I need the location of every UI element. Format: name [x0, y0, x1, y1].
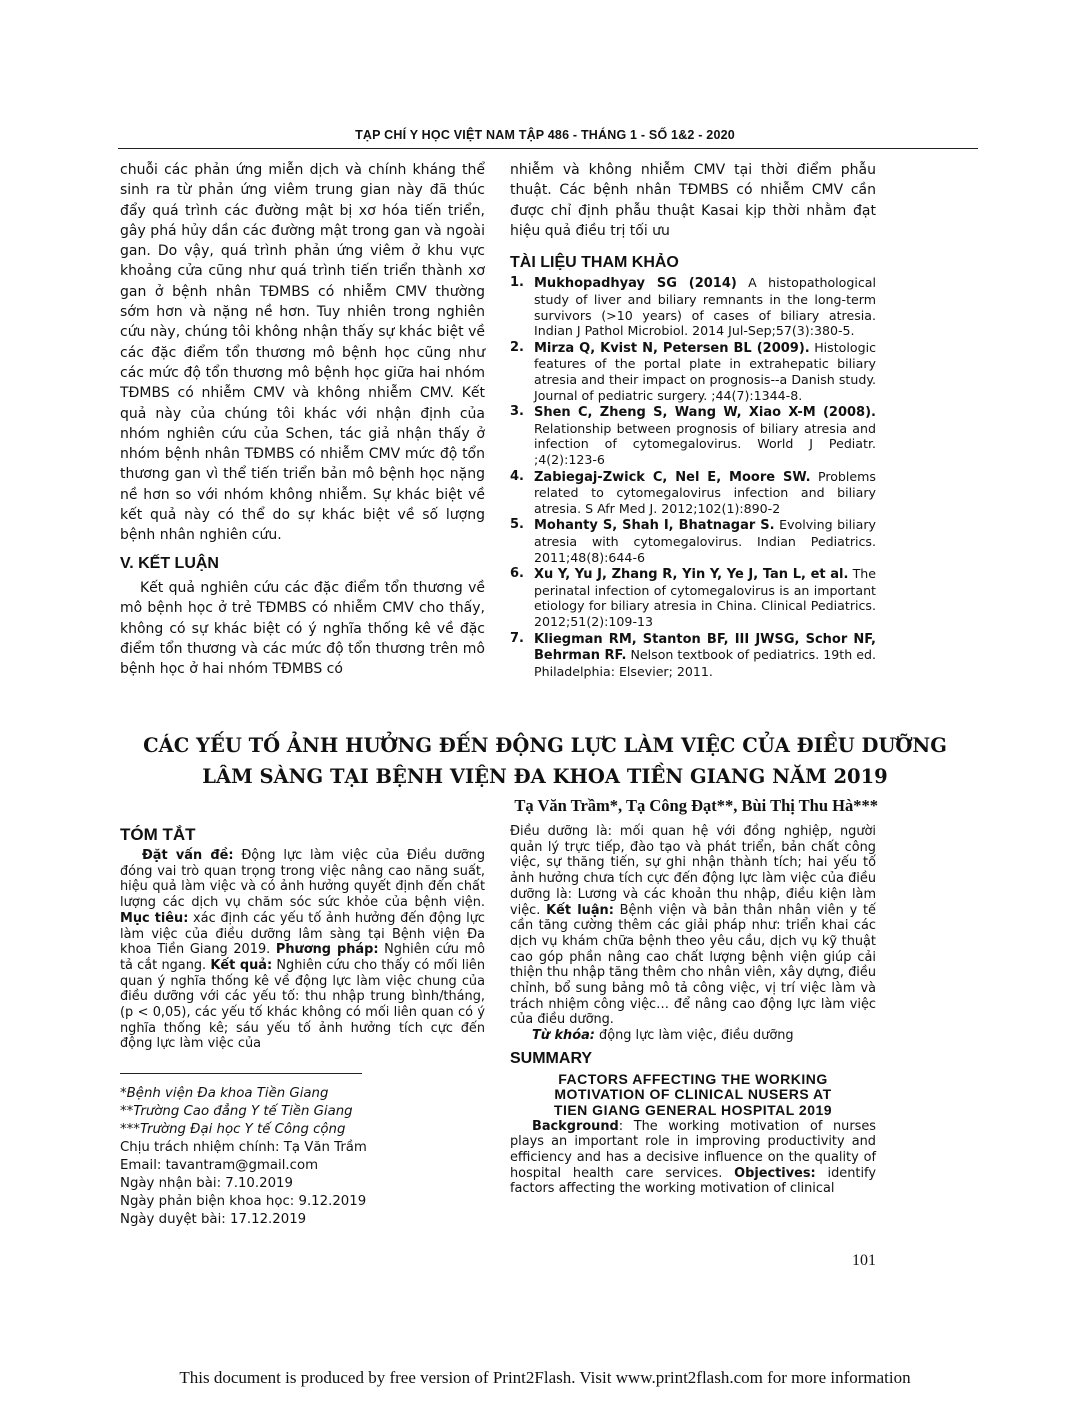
references-heading: TÀI LIỆU THAM KHẢO	[510, 254, 679, 272]
abstract-right-column	[510, 824, 876, 1197]
summary-text-objectives: identify factors affecting the working motivation of clinical	[510, 1165, 876, 1197]
article-title	[60, 730, 1030, 792]
received-date: Ngày nhận bài: 7.10.2019	[120, 1176, 293, 1191]
reference-item	[510, 631, 876, 680]
journal-header: TẠP CHÍ Y HỌC VIỆT NAM TẬP 486 - THÁNG 1 - SỐ 1&2 - 2020	[355, 128, 735, 142]
reference-item	[510, 566, 876, 629]
abstract-text-methods: Nghiên cứu mô tả cắt ngang.	[120, 942, 485, 973]
summary-paragraph	[510, 1119, 876, 1198]
abstract-label-background: Đặt vấn đề:	[142, 848, 234, 863]
article-title-line1: CÁC YẾU TỐ ẢNH HƯỞNG ĐẾN ĐỘNG LỰC LÀM VIỆC CỦA ĐIỀU DƯỠNG	[143, 734, 947, 757]
abstract-label-objectives: Mục tiêu:	[120, 910, 189, 926]
right-column	[510, 160, 876, 680]
keywords-line	[510, 1028, 876, 1044]
abstract-label-conclusion: Kết luận:	[546, 902, 614, 918]
reference-text: Histologic features of the portal plate in extrahepatic biliary atresia and their impact on prognosis--a Danish study. Journal of pediatric surgery. ;44(7):1344-8.	[534, 339, 876, 403]
reference-authors: Mirza Q, Kvist N, Petersen BL (2009).	[534, 340, 810, 356]
english-title-line3: TIEN GIANG GENERAL HOSPITAL 2019	[553, 1102, 833, 1119]
keywords-text: động lực làm việc, điều dưỡng	[594, 1028, 794, 1044]
email: Email: tavantram@gmail.com	[120, 1158, 319, 1173]
affiliation-1: *Bệnh viện Đa khoa Tiền Giang	[120, 1086, 329, 1101]
abstract-text-conclusion: Bệnh viện và bản thân nhân viên y tế cần tăng cường thêm các giải pháp như: triển khai các dịch vụ khám chữa bệnh theo yêu cầu, dịch vụ kỹ thuật cao góp phần nâng cao chất lượng bệnh viện giúp cải thiện thu nhập tăng thêm cho nhân viên, xây dựng, điều chỉnh, bổ sung bảng mô tả công việc, vị trí việc làm và trách nhiệm công việc… để nâng cao động lực làm việc của điều dưỡng.	[510, 902, 876, 1028]
conclusion-paragraph: Kết quả nghiên cứu các đặc điểm tổn thương về mô bệnh học ở trẻ TĐMBS có nhiễm CMV cho thấy, không có sự khác biệt có ý nghĩa thống kê về đặc điểm tổn thương và các mức độ tổn thương trên mô bệnh học ở hai nhóm TĐMBS có	[120, 579, 485, 678]
english-title	[510, 1072, 876, 1119]
header-rule	[118, 148, 978, 149]
affiliation-3: ***Trường Đại học Y tế Công cộng	[120, 1122, 346, 1137]
reference-authors: Zabiegaj-Zwick C, Nel E, Moore SW.	[534, 469, 811, 485]
summary-heading: SUMMARY	[510, 1049, 593, 1067]
right-paragraph: nhiễm và không nhiễm CMV tại thời điểm phẫu thuật. Các bệnh nhân TĐMBS có nhiễm CMV cần được chỉ định phẫu thuật Kasai kịp thời nhằm đạt hiệu quả điều trị tối ưu	[510, 162, 876, 239]
corresponding-author: Chịu trách nhiệm chính: Tạ Văn Trầm	[120, 1140, 367, 1155]
summary-label-background: Background	[532, 1118, 619, 1134]
keywords-label: Từ khóa:	[532, 1028, 595, 1044]
abstract-label-methods: Phương pháp:	[275, 942, 379, 958]
reference-authors: Shen C, Zheng S, Wang W, Xiao X-M (2008).	[534, 405, 876, 421]
reference-text: Relationship between prognosis of biliary atresia and infection of cytomegalovirus. World J Pediatr. ;4(2):123-6	[534, 420, 876, 468]
reference-authors: Mohanty S, Shah I, Bhatnagar S.	[534, 518, 775, 534]
accepted-date: Ngày duyệt bài: 17.12.2019	[120, 1212, 307, 1227]
english-title-line2: MOTIVATION OF CLINICAL NUSERS AT	[554, 1086, 832, 1103]
reference-item	[510, 469, 876, 517]
abstract-text-results: Nghiên cứu cho thấy có mối liên quan ý nghĩa thống kê về động lực làm việc chung của điều dưỡng với các yếu tố: thu nhập trung bình/tháng, (p < 0,05), các yếu tố khác không có mối liên quan có ý nghĩa thống kê; sáu yếu tố ảnh hưởng tích cực đến động lực làm việc của	[120, 957, 485, 1052]
reference-number: 5.	[510, 517, 524, 533]
reference-item	[510, 340, 876, 403]
article-authors: Tạ Văn Trầm*, Tạ Công Đạt**, Bùi Thị Thu Hà***	[514, 796, 878, 815]
summary-text-background: : The working motivation of nurses plays an important role in improving productivity and efficiency and has a decisive influence on the quality of hospital health care services.	[510, 1118, 876, 1181]
reference-text: A histopathological study of liver and biliary remnants in the long-term survivors (>10 years) of cases of biliary atresia. Indian J Pathol Microbiol. 2014 Jul-Sep;57(3):380-5.	[534, 275, 876, 339]
abstract-column	[120, 825, 485, 1052]
reference-number: 4.	[510, 468, 524, 484]
abstract-text-background: Động lực làm việc của Điều dưỡng đóng vai trò quan trọng trong việc nâng cao năng suất, hiệu quả làm việc và có ảnh hưởng quyết định đến chất lượng các dịch vụ chăm sóc sức khỏe của bệnh viện.	[120, 848, 486, 911]
reference-text: Problems related to cytomegalovirus infection and biliary atresia. S Afr Med J. 2012;102(1):890-2	[534, 468, 876, 516]
article-title-line2: LÂM SÀNG TẠI BỆNH VIỆN ĐA KHOA TIỀN GIANG NĂM 2019	[202, 765, 888, 788]
page-number: 101	[852, 1252, 876, 1269]
summary-label-objectives: Objectives:	[734, 1165, 816, 1181]
reference-item	[510, 275, 876, 338]
abstract-text-objectives: xác định các yếu tố ảnh hưởng đến động lực làm việc của điều dưỡng lâm sàng tại Bệnh viện Đa khoa Tiền Giang 2019.	[120, 910, 485, 958]
abstract-paragraph	[120, 848, 485, 1052]
left-column	[120, 160, 485, 679]
left-paragraph: chuỗi các phản ứng miễn dịch và chính kháng thể sinh ra từ phản ứng viêm trung gian này đã thúc đẩy quá trình các đường mật bị xơ hóa tiến triển, gây phá hủy dần các đường mật trong gan và ngoài gan. Do vậy, quá trình phản ứng viêm ở khu vực khoảng cửa cũng như quá trình tiến triển thành xơ gan ở bệnh nhân TĐMBS có nhiễm CMV thường sớm hơn và nặng nề hơn. Tuy nhiên trong nghiên cứu này, chúng tôi không nhận thấy sự khác biệt về các đặc điểm tổn thương mô bệnh học cũng như các mức độ tổn thương mô bệnh học giữa hai nhóm TĐMBS có nhiễm CMV và không nhiễm CMV. Kết quả này của chúng tôi khác với nhận định của nhóm nghiên cứu của Schen, tác giả nhận thấy ở nhóm bệnh nhân TĐMBS có nhiễm CMV mức độ tổn thương gan vì thể tiến triển bản mô bệnh học nặng nề hơn so với nhóm không nhiễm. Sự khác biệt về kết quả này có thể do sự khác biệt về số lượng bệnh nhân nghiên cứu.	[120, 162, 485, 544]
reference-number: 1.	[510, 275, 524, 291]
reference-number: 7.	[510, 630, 524, 646]
footnotes	[120, 1085, 485, 1229]
conclusion-heading: V. KẾT LUẬN	[120, 554, 219, 572]
reference-item	[510, 404, 876, 467]
reference-text: Nelson textbook of pediatrics. 19th ed. Philadelphia: Elsevier; 2011.	[534, 647, 876, 679]
abstract-heading: TÓM TẮT	[120, 825, 196, 844]
reference-number: 2.	[510, 339, 524, 355]
abstract-continued	[510, 824, 876, 1028]
reference-authors: Mukhopadhyay SG (2014)	[534, 276, 737, 292]
english-title-line1: FACTORS AFFECTING THE WORKING	[558, 1070, 828, 1087]
print2flash-notice: This document is produced by free version of Print2Flash. Visit www.print2flash.com for more information	[179, 1368, 911, 1387]
reference-authors: Kliegman RM, Stanton BF, III JWSG, Schor NF, Behrman RF.	[534, 631, 876, 664]
footnote-rule	[120, 1073, 362, 1074]
reference-number: 3.	[510, 404, 524, 420]
reference-authors: Xu Y, Yu J, Zhang R, Yin Y, Ye J, Tan L, et al.	[534, 567, 849, 583]
abstract-cont-text: Điều dưỡng là: mối quan hệ với đồng nghiệp, người quản lý trực tiếp, đào tạo và phát triển, bản chất công việc, sự thăng tiến, sự ghi nhận thành tích; hai yếu tố ảnh hưởng chưa tích cực đến động lực làm việc của điều dưỡng là: Lương và các khoản thu nhập, điều kiện làm việc.	[510, 824, 876, 918]
abstract-label-results: Kết quả:	[210, 957, 273, 973]
reference-number: 6.	[510, 566, 524, 582]
reference-text: Evolving biliary atresia with cytomegalovirus. Indian Pediatrics. 2011;48(8):644-6	[534, 517, 876, 565]
reference-text: The perinatal infection of cytomegalovirus is an important etiology for biliary atresia in China. Clinical Pediatrics. 2012;51(2):109-13	[534, 566, 876, 629]
review-date: Ngày phản biện khoa học: 9.12.2019	[120, 1194, 367, 1209]
affiliation-2: **Trường Cao đẳng Y tế Tiền Giang	[120, 1104, 353, 1119]
reference-item	[510, 517, 876, 565]
references-list	[510, 275, 876, 679]
